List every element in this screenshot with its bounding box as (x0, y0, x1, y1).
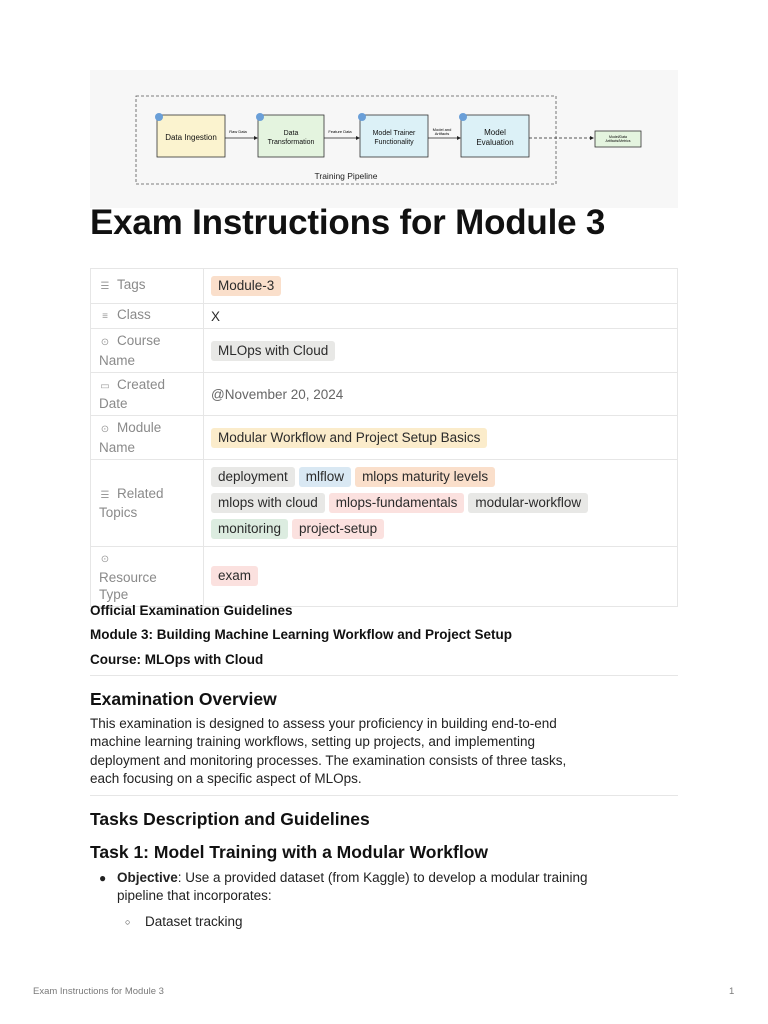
svg-text:Transformation: Transformation (267, 139, 315, 146)
overview-paragraph: This examination is designed to assess your proficiency in building end-to-end machine learning training workflows, setting up projects, and implementing deployment and monitoring processes. The examination consists of three tasks, each focusing on a specific aspect of MLOps. (90, 716, 567, 786)
box-model-evaluation (459, 113, 529, 157)
property-row-course-name: ⊙ Course Name MLOps with Cloud (91, 329, 678, 373)
list-icon: ☰ (100, 489, 110, 501)
pipeline-label: Training Pipeline (314, 171, 378, 181)
svg-text:Raw Data: Raw Data (229, 129, 247, 134)
divider (90, 795, 678, 796)
objective-label: Objective (117, 870, 178, 885)
box-model-trainer (358, 113, 428, 157)
list-item: ● Objective: Use a provided dataset (from Kaggle) to develop a modular training pipeline that incorporates: (99, 870, 588, 904)
topic-chip[interactable]: mlops-fundamentals (329, 493, 465, 513)
svg-text:Functionality: Functionality (374, 139, 414, 146)
class-value: X (211, 308, 221, 324)
created-date-value: @November 20, 2024 (211, 386, 344, 402)
box-data-ingestion (155, 113, 225, 157)
svg-text:Evaluation: Evaluation (476, 138, 514, 147)
properties-table (90, 268, 678, 607)
box-data-transformation (256, 113, 324, 157)
topic-chip[interactable]: deployment (211, 467, 295, 487)
svg-text:Model Trainer: Model Trainer (372, 130, 416, 137)
guideline-line-2: Module 3: Building Machine Learning Workflow and Project Setup (90, 627, 513, 642)
svg-text:Feature Data: Feature Data (328, 129, 352, 134)
tag-chip[interactable]: Module-3 (211, 276, 281, 296)
svg-text:Model and: Model and (432, 127, 452, 132)
property-row-created-date: ▭ Created Date @November 20, 2024 (91, 373, 678, 416)
guideline-line-3: Course: MLOps with Cloud (90, 652, 264, 667)
footer-title: Exam Instructions for Module 3 (33, 986, 164, 997)
overview-heading: Examination Overview (90, 689, 277, 709)
course-chip[interactable]: MLOps with Cloud (211, 341, 335, 361)
topic-chip[interactable]: modular-workflow (468, 493, 588, 513)
guideline-line-1: Official Examination Guidelines (90, 603, 293, 618)
svg-text:Artifacts: Artifacts (434, 131, 450, 136)
property-row-class: ≡ Class X (91, 304, 678, 329)
training-pipeline-diagram (90, 70, 678, 208)
text-lines-icon: ≡ (102, 311, 108, 323)
svg-text:Model: Model (484, 128, 506, 137)
tasks-heading: Tasks Description and Guidelines (90, 809, 370, 829)
property-row-resource-type: ⊙ Resource Type exam (91, 547, 678, 607)
topic-chip[interactable]: monitoring (211, 519, 288, 539)
page-number: 1 (729, 986, 735, 997)
hollow-bullet-icon: ○ (125, 917, 131, 927)
task1-heading: Task 1: Model Training with a Modular Workflow (90, 842, 488, 862)
resource-chip[interactable]: exam (211, 566, 258, 586)
select-icon: ⊙ (100, 424, 110, 435)
select-icon: ⊙ (100, 337, 110, 348)
page-title: Exam Instructions for Module 3 (90, 203, 606, 242)
property-row-related-topics: ☰ Related Topics deployment mlflow mlops maturity levels mlops with cloud mlops-fundamentals modular-workflow monitoring project-setup (91, 460, 678, 547)
select-icon: ⊙ (100, 554, 110, 565)
module-chip[interactable]: Modular Workflow and Project Setup Basics (211, 428, 487, 448)
calendar-icon: ▭ (100, 380, 110, 392)
svg-text:Model/Data: Model/Data (609, 135, 627, 139)
bullet-icon: ● (99, 871, 107, 885)
topic-chip[interactable]: mlflow (299, 467, 351, 487)
svg-text:Data: Data (283, 130, 299, 137)
cover-image (90, 70, 678, 208)
svg-text:Data Ingestion: Data Ingestion (165, 133, 217, 142)
box-output-artifacts (595, 131, 641, 147)
divider (90, 675, 678, 676)
svg-text:Artifacts/Metrics: Artifacts/Metrics (605, 139, 631, 143)
topic-chip[interactable]: mlops with cloud (211, 493, 325, 513)
topic-chip[interactable]: project-setup (292, 519, 384, 539)
property-row-module-name: ⊙ Module Name Modular Workflow and Project Setup Basics (91, 416, 678, 460)
topic-chip[interactable]: mlops maturity levels (355, 467, 495, 487)
property-row-tags: ☰ Tags Module-3 (91, 269, 678, 304)
list-icon: ☰ (100, 281, 110, 293)
